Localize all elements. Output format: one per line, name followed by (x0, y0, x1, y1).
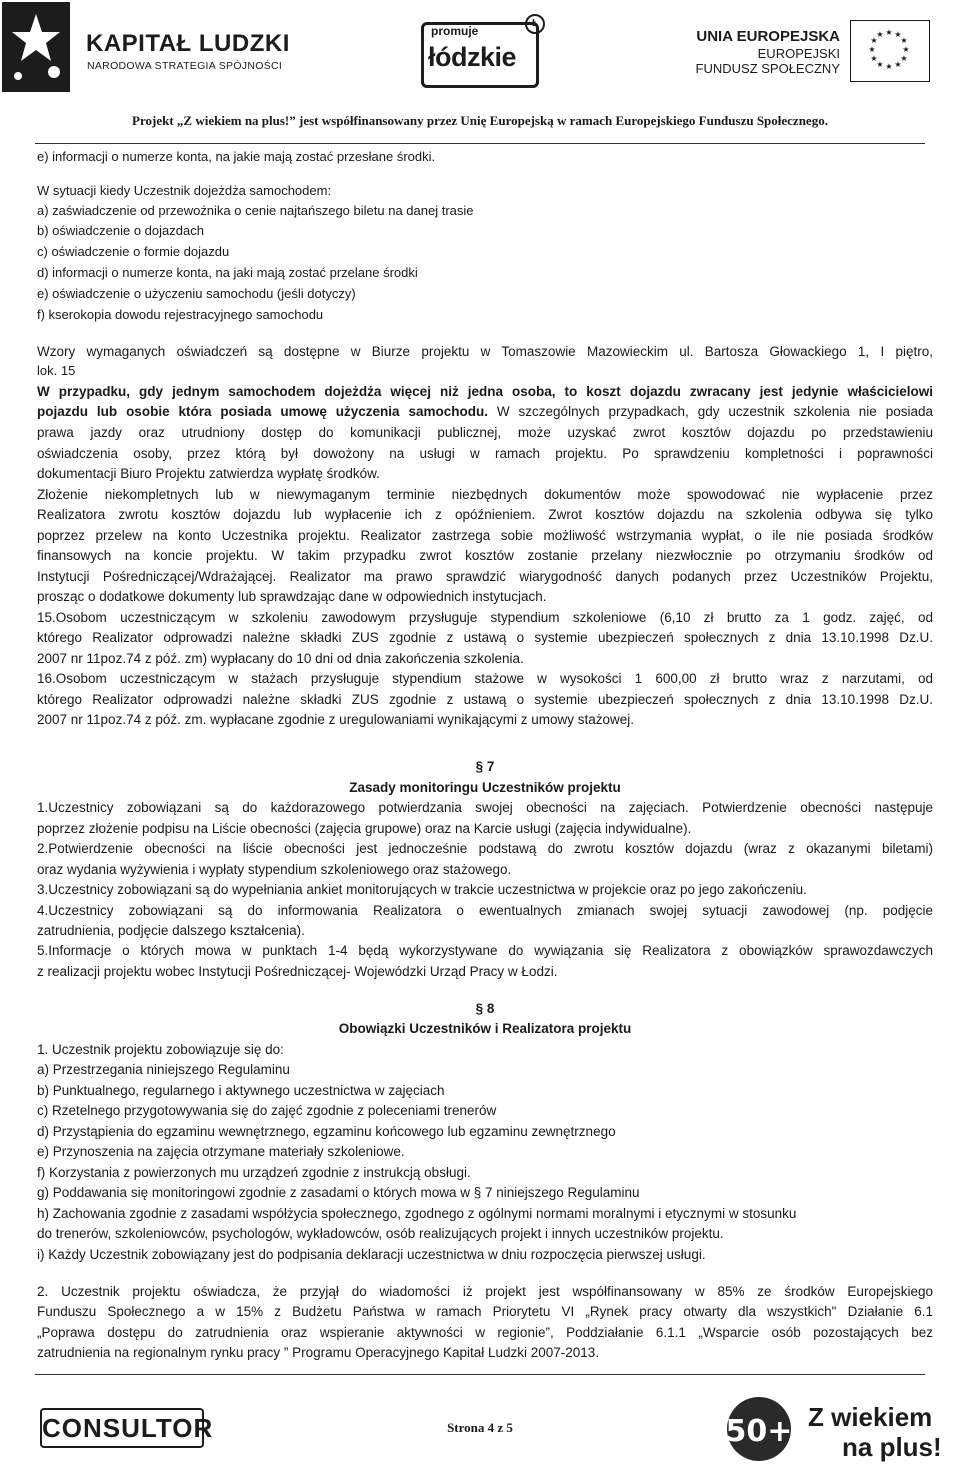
text-line: d) informacji o numerze konta, na jaki mają zostać przelane środki (37, 265, 418, 280)
svg-text:★: ★ (876, 60, 884, 69)
eu-fund-line-1: EUROPEJSKI (757, 46, 840, 61)
paragraph-line: W przypadku, gdy jednym samochodem dojeżdża więcej niż jedna osoba, to koszt dojazdu zwracany jest jedynie właścicielowi (37, 384, 933, 399)
paragraph-line: Instytucji Pośredniczącej/Wdrażającej. Realizator ma prawo sprawdzić wiarygodność danych podanych przez Uczestników Projektu, (37, 569, 933, 584)
paragraph-line: którego Realizator odprowadzi należne składki ZUS zgodnie z ustawą o systemie ubezpieczeń społecznych z dnia 13.10.1998 Dz.U. (37, 630, 933, 645)
text-line: f) kserokopia dowodu rejestracyjnego samochodu (37, 307, 324, 322)
z-wiekiem-label: Z wiekiem (808, 1402, 933, 1432)
paragraph-line: oraz wydania wyżywienia i wypłaty stypendium szkoleniowego oraz stażowego. (37, 862, 512, 877)
svg-text:★: ★ (902, 45, 910, 54)
svg-text:★: ★ (900, 54, 908, 63)
paragraph-line: Funduszu Społecznego a w 15% z Budżetu Państwa w ramach Priorytetu VI „Rynek pracy otwarty dla wszystkich" Działanie 6.1 (37, 1304, 933, 1319)
text-line: e) informacji o numerze konta, na jakie mają zostać przesłane środki. (37, 149, 436, 164)
paragraph-line: poprzez przelew na konto Uczestnika projektu. Realizator zastrzega sobie możliwość wstrzymania wypłat, o ile nie posiada środków (37, 528, 933, 543)
svg-text:★: ★ (885, 28, 893, 37)
kapital-ludzki-title: KAPITAŁ LUDZKI (86, 30, 290, 57)
svg-text:★: ★ (894, 30, 902, 39)
header-divider (35, 143, 925, 144)
paragraph-line: 2007 nr 11poz.74 z póź. zm. wypłacane zgodnie z uregulowaniami wynikającymi z umowy stażowej. (37, 712, 635, 727)
lodzkie-label: łódzkie (428, 42, 517, 72)
kapital-ludzki-subtitle: NARODOWA STRATEGIA SPÓJNOŚCI (87, 60, 283, 72)
paragraph-line (37, 404, 933, 420)
paragraph-line: Realizatora zwrotu kosztów dojazdu lub wypłacenie ich z opóźnieniem. Zwrot kosztów dojazdu na szkolenia odbywa się tylko (37, 507, 933, 522)
consultor-logo: CONSULTOR (40, 1408, 204, 1448)
regular-text: W szczególnych przypadkach, gdy uczestnik szkolenia nie posiada (487, 404, 933, 419)
list-item: h) Zachowania zgodnie z zasadami współżycia społecznego, zgodnego z ogólnymi normami moralnymi i etycznymi w stosunku (37, 1206, 797, 1221)
page-number: Strona 4 z 5 (447, 1420, 513, 1435)
z-wiekiem-logo-icon (725, 1395, 797, 1463)
promuje-label: promuje (431, 24, 479, 38)
eu-fund-line-2: FUNDUSZ SPOŁECZNY (695, 61, 840, 76)
svg-text:★: ★ (870, 54, 878, 63)
list-item: b) Punktualnego, regularnego i aktywnego uczestnictwa w zajęciach (37, 1083, 445, 1098)
section-title: Obowiązki Uczestników i Realizatora projektu (338, 1021, 632, 1036)
paragraph-line: 4.Uczestnicy zobowiązani są do informowania Realizatora o ewentualnych zmianach swojej sytuacji zawodowej (np. podjęcie (37, 903, 933, 918)
list-item: g) Poddawania się monitoringowi zgodnie z zasadami o których mowa w § 7 niniejszego Regulaminu (37, 1185, 640, 1200)
list-item: a) Przestrzegania niniejszego Regulaminu (37, 1062, 290, 1077)
paragraph-line: Wzory wymaganych oświadczeń są dostępne w Biurze projektu w Tomaszowie Mazowieckim ul. Bartosza Głowackiego 1, I piętro, (37, 344, 933, 359)
list-item: e) Przynoszenia na zajęcia otrzymane materiały szkoleniowe. (37, 1144, 405, 1159)
text-line: c) oświadczenie o formie dojazdu (37, 244, 230, 259)
fifty-plus-label: 50+ (725, 1414, 793, 1449)
paragraph-line: 2. Uczestnik projektu oświadcza, że przyjął do wiadomości iż projekt jest współfinansowany w 85% ze środków Europejskiego (37, 1284, 933, 1299)
list-item: f) Korzystania z powierzonych mu urządzeń zgodnie z instrukcją obsługi. (37, 1165, 471, 1180)
eu-title: UNIA EUROPEJSKA (696, 28, 840, 45)
paragraph-line: oświadczenia osoby, przez którą był dowożony na usługi w ramach projektu. Po sprawdzeniu kompletności i poprawności (37, 446, 933, 461)
paragraph-line: lok. 15 (37, 363, 76, 378)
paragraph-line: 2.Potwierdzenie obecności na liście obecności jest jednocześnie podstawą do zwrotu kosztów dojazdu (wraz z okazanymi biletami) (37, 841, 933, 856)
footer-divider (35, 1374, 925, 1375)
kapital-ludzki-logo-icon (2, 2, 70, 92)
paragraph-line: 1.Uczestnicy zobowiązani są do każdorazowego potwierdzania swojej obecności na zajęciach. Potwierdzenie obecności następuje (37, 800, 933, 815)
list-item: 1. Uczestnik projektu zobowiązuje się do: (37, 1042, 284, 1057)
paragraph-line: „Poprawa dostępu do zatrudnienia oraz wspieranie aktywności w regionie”, Poddziałanie 6.1.1 „Wsparcie osób pozostających bez (37, 1325, 933, 1340)
svg-text:★: ★ (870, 36, 878, 45)
paragraph-line: 5.Informacje o których mowa w punktach 1-4 będą wykorzystywane do wywiązania się Realizatora z obowiązków sprawozdawczych (37, 943, 933, 958)
svg-text:★: ★ (868, 45, 876, 54)
section-title: Zasady monitoringu Uczestników projektu (349, 780, 621, 795)
paragraph-line: prosząc o dodatkowe dokumenty lub sprawdzając dane w odpowiednich instytucjach. (37, 589, 547, 604)
section-number: § 8 (475, 1001, 495, 1016)
text-line: W sytuacji kiedy Uczestnik dojeżdża samochodem: (37, 183, 332, 198)
text-line: a) zaświadczenie od przewoźnika o cenie najtańszego biletu na danej trasie (37, 203, 474, 218)
paragraph-line: Złożenie niekompletnych lub w niewymaganym terminie niezbędnych dokumentów może spowodować nie wypłacenie przez (37, 487, 933, 502)
text-line: b) oświadczenie o dojazdach (37, 223, 204, 238)
list-item: do trenerów, szkoleniowców, psychologów, wykładowców, osób realizujących projekt i innych uczestników projektu. (37, 1226, 724, 1241)
eu-flag-icon (850, 20, 930, 82)
paragraph-line: z realizacji projektu wobec Instytucji Pośredniczącej- Wojewódzki Urząd Pracy w Łodzi. (37, 964, 558, 979)
paragraph-line: prawa jazdy oraz utrudniony dostęp do komunikacji publicznej, może uzyskać zwrot kosztów dojazdu po przedstawieniu (37, 425, 933, 440)
svg-text:★: ★ (894, 60, 902, 69)
list-item: d) Przystąpienia do egzaminu wewnętrznego, egzaminu końcowego lub egzaminu zewnętrznego (37, 1124, 616, 1139)
paragraph-line: dokumentacji Biuro Projektu zatwierdza wypłatę środków. (37, 466, 380, 481)
page-header (0, 0, 960, 140)
paragraph-line: zatrudnienia na regionalnym rynku pracy ” Programu Operacyjnego Kapitał Ludzki 2007-2013. (37, 1345, 600, 1360)
paragraph-line: którego Realizator odprowadzi należne składki ZUS zgodnie z ustawą o systemie ubezpieczeń społecznych z dnia 13.10.1998 Dz.U. (37, 692, 933, 707)
bold-text: pojazdu lub osobie która posiada umowę użyczenia samochodu. (37, 404, 488, 419)
paragraph-line: 3.Uczestnicy zobowiązani są do wypełniania ankiet monitorujących w trakcie uczestnictwa w projekcie oraz po jego zakończeniu. (37, 882, 807, 897)
project-funding-line: Projekt „Z wiekiem na plus!” jest współfinansowany przez Unię Europejską w ramach Europejskiego Funduszu Społecznego. (132, 113, 828, 128)
na-plus-label: na plus! (842, 1432, 942, 1462)
paragraph-line: finansowych na koncie projektu. W takim przypadku zwrot kosztów zostanie przelany niezwłocznie po otrzymaniu środków od (37, 548, 933, 563)
section-number: § 7 (475, 759, 495, 774)
paragraph-line: poprzez złożenie podpisu na Liście obecności (zajęcia grupowe) oraz na Karcie usługi (zajęcia indywidualne). (37, 821, 692, 836)
list-item: i) Każdy Uczestnik zobowiązany jest do podpisania deklaracji uczestnictwa w dniu rozpoczęcia pierwszej usługi. (37, 1247, 706, 1262)
paragraph-line: 15.Osobom uczestniczącym w szkoleniu zawodowym przysługuje stypendium szkoleniowe (6,10 zł brutto za 1 godz. zajęć, od (37, 610, 933, 625)
paragraph-line: 2007 nr 11poz.74 z póź. zm) wypłacany do 10 dni od dnia zakończenia szkolenia. (37, 651, 524, 666)
lodzkie-mark-icon: Ł (525, 14, 545, 34)
text-line: e) oświadczenie o użyczeniu samochodu (jeśli dotyczy) (37, 286, 356, 301)
paragraph-line: 16.Osobom uczestniczącym w stażach przysługuje stypendium stażowe w wysokości 1 600,00 zł brutto wraz z narzutami, od (37, 671, 933, 686)
paragraph-line: zatrudnienia, podjęcie dalszego kształcenia). (37, 923, 305, 938)
svg-text:★: ★ (876, 30, 884, 39)
svg-text:★: ★ (885, 62, 893, 71)
list-item: c) Rzetelnego przygotowywania się do zajęć zgodnie z poleceniami trenerów (37, 1103, 497, 1118)
svg-text:★: ★ (900, 36, 908, 45)
